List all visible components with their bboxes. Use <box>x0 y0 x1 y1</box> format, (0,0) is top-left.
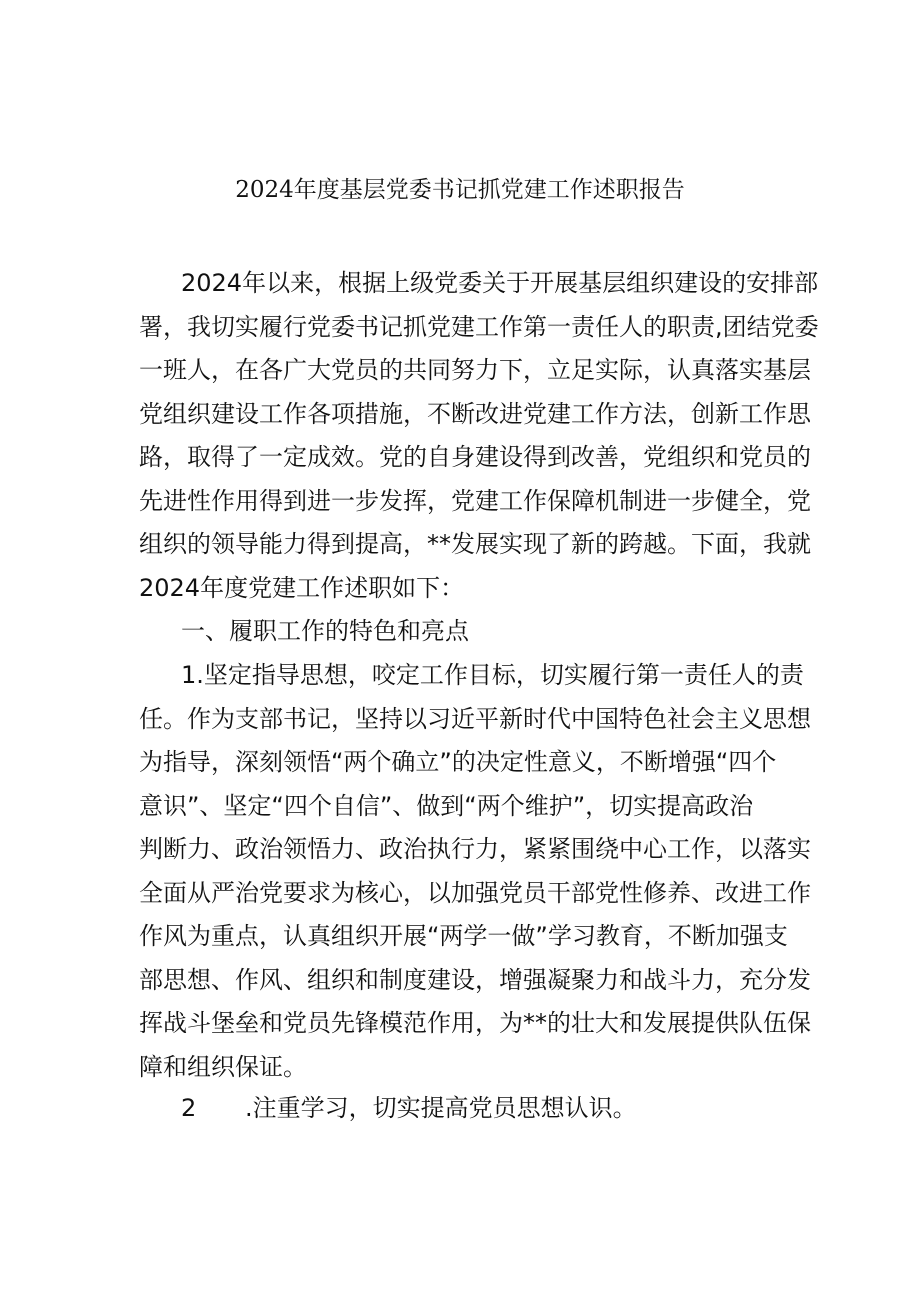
paragraph-line: 判断力、政治领悟力、政治执行力，紧紧围绕中心工作，以落实 <box>139 835 811 863</box>
section-heading-text: 一、履职工作的特色和亮点 <box>181 617 469 645</box>
paragraph-line: 障和组织保证。 <box>139 1052 307 1081</box>
section-heading <box>139 610 789 654</box>
paragraph-line: 全面从严治党要求为核心，以加强党员干部党性修养、改进工作 <box>139 878 811 907</box>
item-2-line <box>139 1087 789 1131</box>
document-title: 2024年度基层党委书记抓党建工作述职报告 <box>235 177 685 203</box>
paragraph-line: 挥战斗堡垒和党员先锋模范作用，为**的壮大和发展提供队伍保 <box>139 1009 811 1037</box>
item-2-heading <box>139 1087 789 1131</box>
paragraph-line: 署，我切实履行党委书记抓党建工作第一责任人的职责,团结党委 <box>139 312 819 341</box>
item-1-paragraph <box>139 654 811 1089</box>
paragraph-line: 1.坚定指导思想，咬定工作目标，切实履行第一责任人的责 <box>181 661 804 689</box>
paragraph-line: 组织的领导能力得到提高，**发展实现了新的跨越。下面，我就 <box>139 530 811 558</box>
item-2-text: .注重学习，切实提高党员思想认识。 <box>245 1094 637 1122</box>
item-2-number: 2 <box>181 1094 197 1122</box>
paragraph-line: 2024年以来，根据上级党委关于开展基层组织建设的安排部 <box>181 269 819 297</box>
paragraph-line: 为指导，深刻领悟“两个确立”的决定性意义，不断增强“四个 <box>139 748 777 776</box>
paragraph-line: 路，取得了一定成效。党的自身建设得到改善，党组织和党员的 <box>139 443 811 471</box>
intro-paragraph <box>139 262 819 610</box>
paragraph-line: 一班人，在各广大党员的共同努力下，立足实际，认真落实基层 <box>139 356 811 384</box>
paragraph-line: 党组织建设工作各项措施，不断改进党建工作方法，创新工作思 <box>139 399 811 428</box>
paragraph-line: 部思想、作风、组织和制度建设，增强凝聚力和战斗力，充分发 <box>139 965 811 994</box>
paragraph-line: 2024年度党建工作述职如下： <box>139 573 465 602</box>
paragraph-line: 先进性作用得到进一步发挥，党建工作保障机制进一步健全，党 <box>139 486 811 515</box>
paragraph-line: 任。作为支部书记，坚持以习近平新时代中国特色社会主义思想 <box>139 704 811 733</box>
paragraph-line: 意识”、坚定“四个自信”、做到“两个维护”，切实提高政治 <box>139 791 754 820</box>
paragraph-line: 作风为重点，认真组织开展“两学一做”学习教育，不断加强支 <box>139 922 788 950</box>
